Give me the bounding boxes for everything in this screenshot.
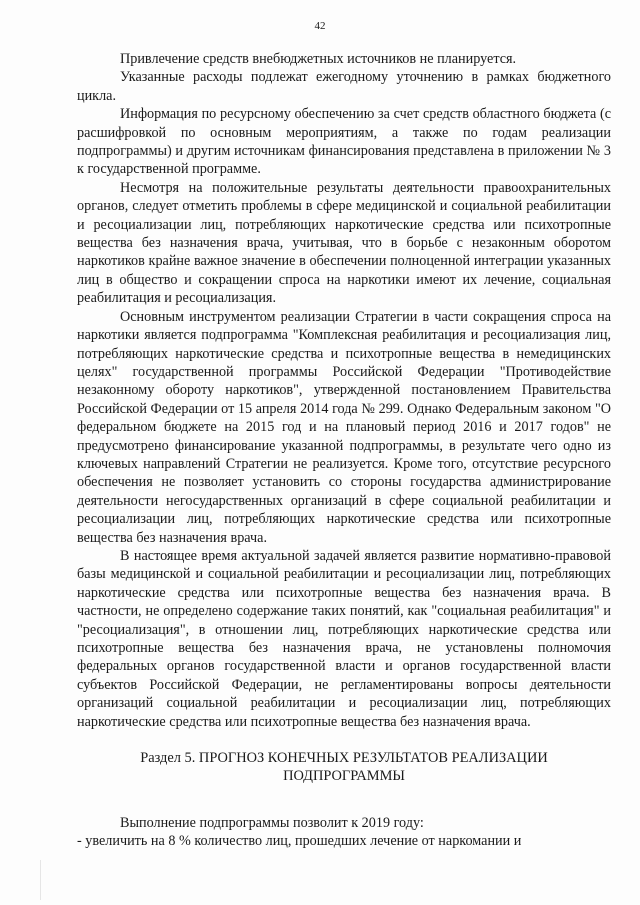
paragraph-problems: Несмотря на положительные результаты деятельности правоохранительных органов, следует отметить проблемы в сфере медицинской и социальной реабилитации и ресоциализации лиц, потребляющих наркотические средства или психотропные вещества без назначения врача, учитывая, что в борьбе с незаконным оборотом наркотиков крайне важное значение в обеспечении полноценной интеграции указанных лиц в общество и сокращении спроса на наркотики имеют их лечение, социальная реабилитация и ресоциализация. <box>77 179 611 307</box>
section-heading-line-2: ПОДПРОГРАММЫ <box>283 768 405 785</box>
paragraph-resource-info: Информация по ресурсному обеспечению за счет средств областного бюджета (с расшифровкой по основным мероприятиям, а также по годам реализации подпрограммы) и другим источникам финансирования представлена в приложении № 3 к государственной программе. <box>77 106 611 178</box>
scan-artifact-line <box>40 860 41 900</box>
page-number: 42 <box>314 20 326 32</box>
paragraph-strategy-instrument: Основным инструментом реализации Стратегии в части сокращения спроса на наркотики является подпрограмма "Комплексная реабилитация и ресоциализация лиц, потребляющих наркотические средства и психотропные вещества в немедицинских целях" государственной программы Российской Федерации "Противодействие незаконному обороту наркотиков", утвержденной постановлением Правительства Российской Федерации от 15 апреля 2014 года № 299. Однако Федеральным законом "О федеральном бюджете на 2015 год и на плановый период 2016 и 2017 годов" не предусмотрено финансирование указанной подпрограммы, в результате чего одно из ключевых направлений Стратегии не реализуется. Кроме того, отсутствие ресурсного обеспечения не позволяет установить со стороны государства администрирование деятельности негосударственных организаций в сфере социальной реабилитации и ресоциализации лиц, потребляющих наркотические средства или психотропные вещества без назначения врача. <box>77 308 611 546</box>
document-body <box>77 50 611 851</box>
section-heading-line-1: Раздел 5. ПРОГНОЗ КОНЕЧНЫХ РЕЗУЛЬТАТОВ РЕАЛИЗАЦИИ <box>140 750 548 767</box>
paragraph-expenses-update: Указанные расходы подлежат ежегодному уточнению в рамках бюджетного цикла. <box>77 69 611 104</box>
results-intro: Выполнение подпрограммы позволит к 2019 году: <box>120 814 424 831</box>
results-bullet-1: - увеличить на 8 % количество лиц, прошедших лечение от наркомании и <box>77 833 522 850</box>
paragraph-extrabudgetary: Привлечение средств внебюджетных источников не планируется. <box>120 51 517 67</box>
section-heading <box>77 749 611 786</box>
results-list <box>77 814 611 851</box>
paragraph-current-task: В настоящее время актуальной задачей является развитие нормативно-правовой базы медицинской и социальной реабилитации и ресоциализации лиц, потребляющих наркотические средства или психотропные вещества без назначения врача. В частности, не определено содержание таких понятий, как "социальная реабилитация" и "ресоциализация", в отношении лиц, потребляющих наркотические средства или психотропные вещества без назначения врача, не установлены полномочия федеральных органов государственной власти и органов государственной власти субъектов Российской Федерации, не регламентированы вопросы деятельности организаций социальной реабилитации и ресоциализации лиц, потребляющих наркотические средства или психотропные вещества без назначения врача. <box>77 547 611 730</box>
